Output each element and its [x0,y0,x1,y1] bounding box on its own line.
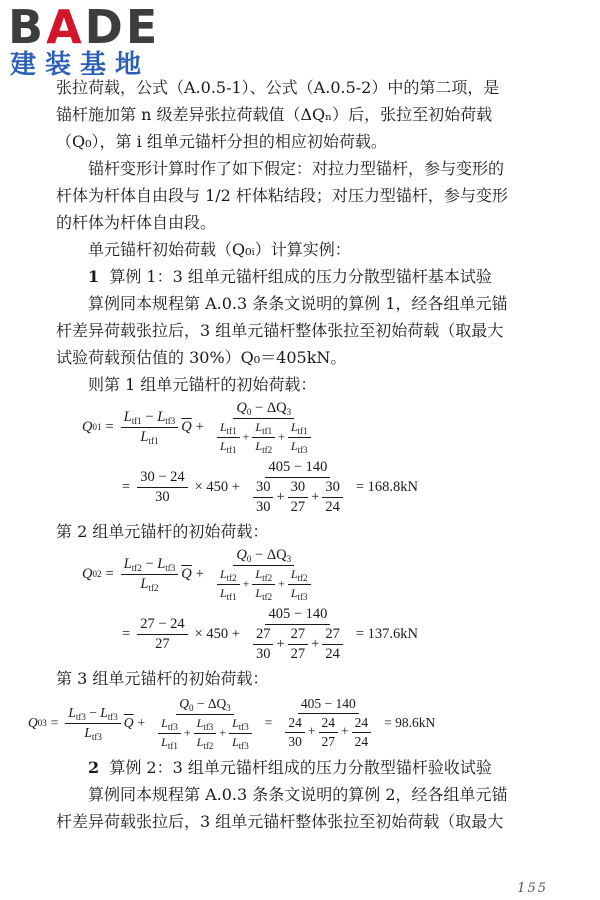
formula-q02-numeric: = $\frac{27 - 24}{27}$ × 450 + 405 − 140 $\frac{27}{30}$ + $\frac{27}{27}$ + $\frac{27}{24}$ = 137.6kN [122,605,419,662]
para1-line3: （Q₀），第 i 组单元锚杆分担的相应初始荷载。 [56,132,387,151]
bade-logo [8,0,161,80]
para1-line2: 锚杆施加第 n 级差异张拉荷载值（ΔQₙ）后，张拉至初始荷载 [56,105,493,124]
result-q02: = 137.6kN [355,625,419,642]
page-number: 155 [517,881,548,896]
group1-intro: 则第 1 组单元锚杆的初始荷载： [88,375,317,394]
example-heading: 单元锚杆初始荷载（Q₀ᵢ）计算实例： [88,240,351,259]
result-q03: = 98.6kN [384,715,436,730]
para2-line3: 的杆体为杆体自由段。 [56,213,217,232]
document-page [28,74,576,835]
para1-line1: 张拉荷载，公式（A.0.5-1）、公式（A.0.5-2）中的第二项，是 [56,78,500,97]
fraction: $\frac{L_{tf1} - L_{tf3}}{L_{tf1}}$ [121,409,179,446]
example1-title: 1 算例 1：3 组单元锚杆组成的压力分散型锚杆基本试验 [88,267,492,286]
logo-subtitle: 建装基地 [10,50,151,80]
group3-intro: 第 3 组单元锚杆的初始荷载： [56,669,269,688]
logo-wordmark: BADE [8,0,161,54]
example2-line1: 算例同本规程第 A.0.3 条条文说明的算例 2，经各组单元锚 [88,785,508,804]
group2-intro: 第 2 组单元锚杆的初始荷载： [56,522,269,541]
formula-q01-numeric: = $\frac{30 - 24}{30}$ × 450 + 405 − 140 $\frac{30}{30}$ + $\frac{30}{27}$ + $\frac{30}{24}$ = 168.8kN [122,458,419,515]
formula-q02-symbolic: Q 02 = $\frac{L_{tf2} - L_{tf3}}{L_{tf2}}$ $\overline{Q}$ + $Q_0 - \Delta Q_3$ $\frac{L_{tf2}}{L_{tf1}}$ + $\frac{L_{tf2}}{L_{tf2}}$ + $\frac{L_{tf2}}{L_{tf3}}$ [56,545,576,603]
formula-q01-symbolic: Q 01 = $\frac{L_{tf1} - L_{tf3}}{L_{tf1}}$ $\overline{Q}$ + $Q_0 - \Delta Q_3$ $\frac{L_{tf1}}{L_{tf1}}$ + $\frac{L_{tf1}}{L_{tf2}}$ + $\frac{L_{tf1}}{L_{tf3}}$ [56,398,576,456]
para2-line2: 杆体为杆体自由段与 1/2 杆体粘结段；对压力型锚杆，参与变形 [56,186,508,205]
para2-line1: 锚杆变形计算时作了如下假定：对拉力型锚杆，参与变形的 [88,159,505,178]
example1-line2: 杆差异荷载张拉后，3 组单元锚杆整体张拉至初始荷载（取最大 [56,321,504,340]
example2-line2: 杆差异荷载张拉后，3 组单元锚杆整体张拉至初始荷载（取最大 [56,812,504,831]
formula-q03: Q 03 = $\frac{L_{tf3} - L_{tf3}}{L_{tf3}}$ $\overline{Q}$ + $Q_0 - \Delta Q_3$ $\frac{L_{tf3}}{L_{tf1}}$ + $\frac{L_{tf3}}{L_{tf2}}$ + $\frac{L_{tf3}}{L_{tf3}}$ = 405 − 140 $\frac{24}{30}$ + $\frac{24}{27}$ + $\frac{24}{24}$ = 98.6kN [28,695,436,751]
fraction: $Q_0 - \Delta Q_3$ $\frac{L_{tf1}}{L_{tf1}}$ + $\frac{L_{tf1}}{L_{tf2}}$ + $\frac{L_{tf1}}{L_{tf3}}$ [211,400,317,455]
example2-title: 2 算例 2：3 组单元锚杆组成的压力分散型锚杆验收试验 [88,758,492,777]
result-q01: = 168.8kN [355,478,419,495]
example1-line3: 试验荷载预估值的 30%）Q₀＝405kN。 [56,348,347,367]
example1-line1: 算例同本规程第 A.0.3 条条文说明的算例 1，经各组单元锚 [88,294,508,313]
